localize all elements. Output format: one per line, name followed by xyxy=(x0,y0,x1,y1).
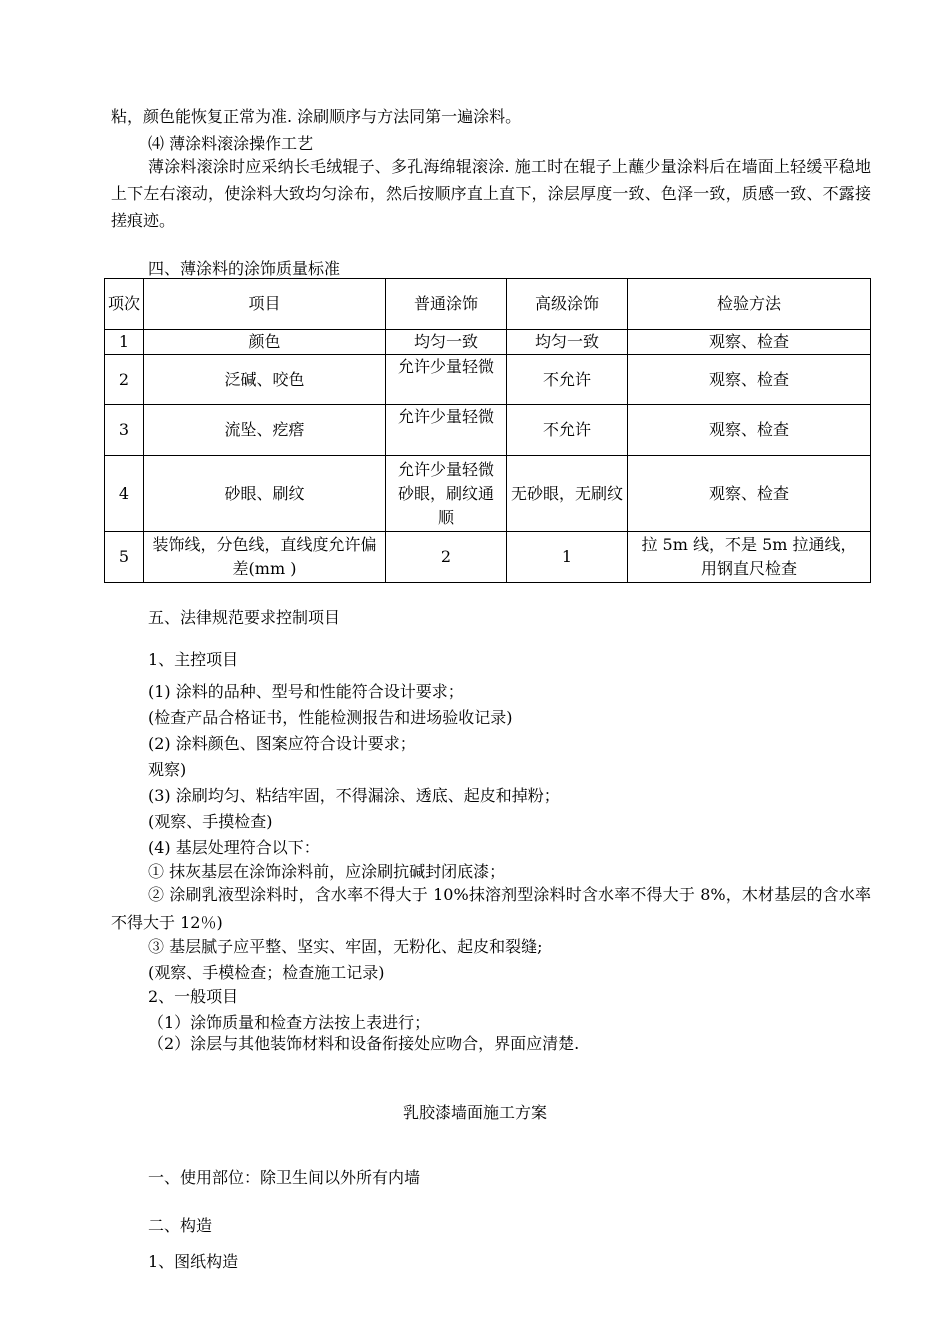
table-cell: 观察、检查 xyxy=(628,405,871,456)
table-cell: 均匀一致 xyxy=(507,330,628,355)
table-header-row xyxy=(105,279,871,330)
list-item: (2) 涂料颜色、图案应符合设计要求； xyxy=(148,734,416,753)
table-cell: 允许少量轻微 xyxy=(386,405,507,456)
table-row xyxy=(105,405,871,456)
list-item: (4) 基层处理符合以下： xyxy=(148,838,320,857)
table-cell: 砂眼、刷纹 xyxy=(144,456,386,532)
list-item: (3) 涂刷均匀、粘结牢固，不得漏涂、透底、起皮和掉粉； xyxy=(148,786,560,805)
list-item: (1) 涂料的品种、型号和性能符合设计要求； xyxy=(148,682,464,701)
table-cell: 颜色 xyxy=(144,330,386,355)
table-cell: 拉 5m 线，不是 5m 拉通线，用钢直尺检查 xyxy=(628,532,871,583)
table-cell: 流坠、疙瘩 xyxy=(144,405,386,456)
table-cell: 允许少量轻微砂眼，刷纹通顺 xyxy=(386,456,507,532)
section-heading: 二、构造 xyxy=(148,1216,213,1235)
section-heading: 一、使用部位：除卫生间以外所有内墙 xyxy=(148,1168,421,1187)
table-cell: 5 xyxy=(105,532,144,583)
header-cell: 项次 xyxy=(105,279,144,330)
table-row xyxy=(105,330,871,355)
text-line: 粘，颜色能恢复正常为准. 涂刷顺序与方法同第一遍涂料。 xyxy=(111,107,522,126)
subheading: ⑷ 薄涂料滚涂操作工艺 xyxy=(148,134,314,153)
table-cell: 无砂眼，无刷纹 xyxy=(507,456,628,532)
list-item: ② 涂刷乳液型涂料时，含水率不得大于 10%抹溶剂型涂料时含水率不得大于 8%，木材基层的含水率不得大于 12％) xyxy=(111,885,871,932)
table-cell: 泛碱、咬色 xyxy=(144,355,386,405)
table-cell: 不允许 xyxy=(507,405,628,456)
header-cell: 普通涂饰 xyxy=(386,279,507,330)
table-cell: 观察、检查 xyxy=(628,456,871,532)
list-item: （1）涂饰质量和检查方法按上表进行； xyxy=(148,1013,431,1032)
table-cell: 2 xyxy=(105,355,144,405)
list-item: （2）涂层与其他装饰材料和设备衔接处应吻合，界面应清楚. xyxy=(148,1034,580,1053)
table-cell: 均匀一致 xyxy=(386,330,507,355)
table-cell: 1 xyxy=(507,532,628,583)
table-cell: 2 xyxy=(386,532,507,583)
table-cell: 3 xyxy=(105,405,144,456)
table-row xyxy=(105,355,871,405)
header-cell: 检验方法 xyxy=(628,279,871,330)
paragraph: 薄涂料滚涂时应采纳长毛绒辊子、多孔海绵辊滚涂. 施工时在辊子上蘸少量涂料后在墙面上轻缓平稳地上下左右滚动，使涂料大致均匀涂布，然后按顺序直上直下，涂层厚度一致、色泽一致，质感一致、不露接搓痕迹。 xyxy=(111,157,871,230)
table-cell: 观察、检查 xyxy=(628,355,871,405)
table-cell: 1 xyxy=(105,330,144,355)
document-title: 乳胶漆墙面施工方案 xyxy=(402,1103,547,1122)
subheading: 2、一般项目 xyxy=(148,987,239,1006)
table-cell: 装饰线，分色线，直线度允许偏差(mm ) xyxy=(144,532,386,583)
list-item: (观察、手摸检查) xyxy=(148,812,273,831)
list-item: (检查产品合格证书，性能检测报告和进场验收记录) xyxy=(148,708,513,727)
quality-table xyxy=(104,278,871,583)
subheading: 1、主控项目 xyxy=(148,650,239,669)
subheading: 1、图纸构造 xyxy=(148,1252,239,1271)
list-item: (观察、手模检查；检查施工记录) xyxy=(148,963,385,982)
table-cell: 允许少量轻微 xyxy=(386,355,507,405)
table-row xyxy=(105,456,871,532)
section-heading: 四、薄涂料的涂饰质量标准 xyxy=(148,259,341,278)
list-item: ① 抹灰基层在涂饰涂料前，应涂刷抗碱封闭底漆； xyxy=(148,862,506,881)
header-cell: 项目 xyxy=(144,279,386,330)
table-cell: 4 xyxy=(105,456,144,532)
list-item: 观察) xyxy=(148,760,187,779)
table-row xyxy=(105,532,871,583)
table-cell: 不允许 xyxy=(507,355,628,405)
list-item: ③ 基层腻子应平整、坚实、牢固，无粉化、起皮和裂缝; xyxy=(148,937,543,956)
table-cell: 观察、检查 xyxy=(628,330,871,355)
header-cell: 高级涂饰 xyxy=(507,279,628,330)
section-heading: 五、法律规范要求控制项目 xyxy=(148,608,341,627)
